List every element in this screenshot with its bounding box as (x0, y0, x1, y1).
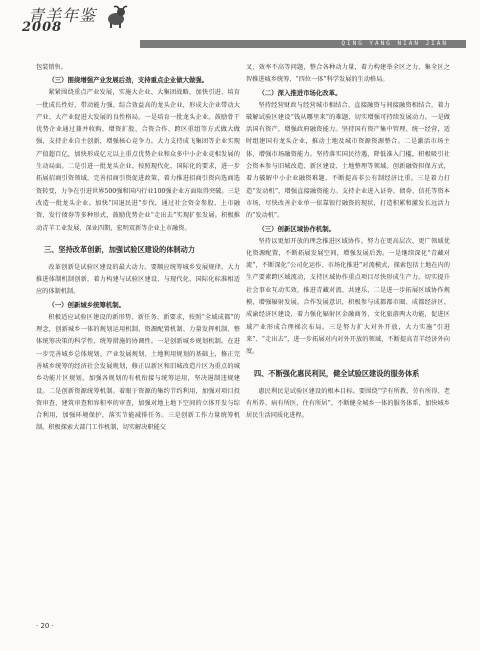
subsection-heading: （三）创新区域协作机制。 (258, 224, 336, 233)
paragraph: 惠民利民是试验区建设的根本目标。要围绕“学有所教、劳有所得、老有所养、病有所医、住有所居”，不断健全城乡一体的服务体系，加快城乡居民生活同质化进程。 (246, 387, 450, 420)
section-heading: 四、不断强化惠民利民，健全试验区建设的服务体系 (254, 368, 420, 378)
page-number: · 20 · (36, 622, 54, 630)
yearbook-logo-year: 2008 (22, 20, 63, 35)
paragraph: 紧紧围绕重点产业发展，实施大企业、大集团战略，加快引进、培育一批成长性好、带动能力强、综合效益高的龙头企业，形成大企业带动大产业、大产业促进大发展的良性格局。一是培育一批龙头企业。鼓励骨干优势企业通过兼并收购、增资扩股、合资合作、跨区重组等方式做大做强，支持企业自主创新，增强核心竞争力。大力支持成飞集团等企业实现产值超百亿，加快形成亿元以上重点优势企业和众多中小企业竞相发展的生动局面。二是引进一批龙头企业。按照现代化、国际化的要求，进一步拓展招商引资领域，完善招商引资促进政策，着力推进招商引资向选商选资转变，力争在引进世界500强和国内行业100强企业方面取得突破。三是改造一批龙头企业。加快“国退民进”步伐，通过社会资金参股、上市融资、发行债券等多种形式，鼓励优势企业“走出去”实现扩张发展。积极推动青羊工业发展、深业四期、宏明双新等企业上市融资。 (36, 89, 240, 232)
left-column (36, 62, 240, 435)
goat-mascot-icon (104, 4, 128, 28)
yearbook-logo-title: 青羊年鉴 (28, 6, 97, 25)
paragraph: 叉、效率不高等问题，整合各种动力量，着力构建举全区之力、集全区之智推进城乡统筹、“四位一体”科学发展的生动格局。 (246, 64, 450, 84)
paragraph: 积极适应试验区建设的新形势、新任务、新要求，按照“全域成都”的理念，创新城乡一体的规划运用机制、资源配置机制、力量发挥机制、整体统筹决策的科学性、统筹措施的协调性。一是创新城乡规划机制。在进一步完善城乡总体规划、产业发展规划、土地利用规划的基础上，修正完善城乡统筹的经济社会发展规划，修正以新区和旧城改造片区为重点的城乡功能片区规划，加强各规划的有机衔接与统筹运用，坚决遏制违规建设。二是创新资源统筹机制。着眼于资源的集约节约利用，加强对项目投资审查、建筑审查和容积率的审查，加强对地上地下空间的立体开发与综合利用，加强环境保护，落实节能减排任务。三是创新工作力量统筹机制。积极探索大部门工作机制，切实解决职能交 (36, 313, 240, 432)
subsection-heading: （一）创新城乡统筹机制。 (48, 300, 126, 309)
page-header (0, 0, 480, 47)
paragraph: 坚持经营财政与经营城市相结合、直接融资与间接融资相结合，着力破解试验区建设“钱从哪里来”的难题，切实增强可持续发展动力。一是做活国有资产，增强政府融资能力。坚持国有资产集中管理、统一经营，适时组建国有龙头企业，推动土地及城市资源资源整合。二是激活市场主体，增强市场融资能力。坚持落实国民待遇，降低准入门槛，积极吸引社会资本参与旧城改造、新区建设、土地整理等领域。创新融资担保方式，着力破解中小企业融资难题，不断提高非公有制经济比重。三是着力打造“发动机”，增强直接融资能力。支持企业进入证券、债券、信托等资本市场，尽快改善企业单一依靠银行融资的现状，打造积累和激发长远活力的“发动机”。 (246, 101, 450, 220)
paragraph: 改革创新是试验区建设的最大动力。要顺应统筹城乡发展规律，大力推进体制机制创新，着力构建与试验区建设、与现代化、国际化标准相适应的体制机制。 (36, 263, 240, 296)
subsection-heading: （三）围绕增强产业发展后劲，支持重点企业做大做强。 (48, 76, 209, 85)
paragraph: 坚持以更加开放的理念推进区域协作。努力在更高层次、更广领域优化资源配置，不断拓展发展空间，增强发展后劲。一是继续深化“青藏对流”，不断深化“公司化运作、市场化推进”对流模式，探索包括土地在内的生产要素跨区域流动，支持区域协作重点项目尽快形成生产力。切实提升社会事业互动实效，推进青藏对流、共建乐、二是进一步拓展区域协作规模，增强辐射发展，合作发展意识，积极参与成都都市圈、成都经济区、成渝经济区建设，着力强化辐射区金融商务、文化旅游两大功能，促进区域产业形成合理梯次布局。三是努力扩大对外开放，大力实施“引进来”、“走出去”，进一步拓展对内对外开放的领域，不断提高青羊经济外向度。 (246, 237, 450, 356)
paragraph: 包装销售。 (36, 64, 67, 71)
header-banner-text: QING YANG NIAN JIAN (341, 40, 448, 47)
subsection-heading: （二）深入推进市场化改革。 (258, 88, 342, 97)
right-column (246, 62, 450, 422)
section-heading: 三、坚持改革创新，加强试验区建设的体制动力 (44, 244, 195, 254)
